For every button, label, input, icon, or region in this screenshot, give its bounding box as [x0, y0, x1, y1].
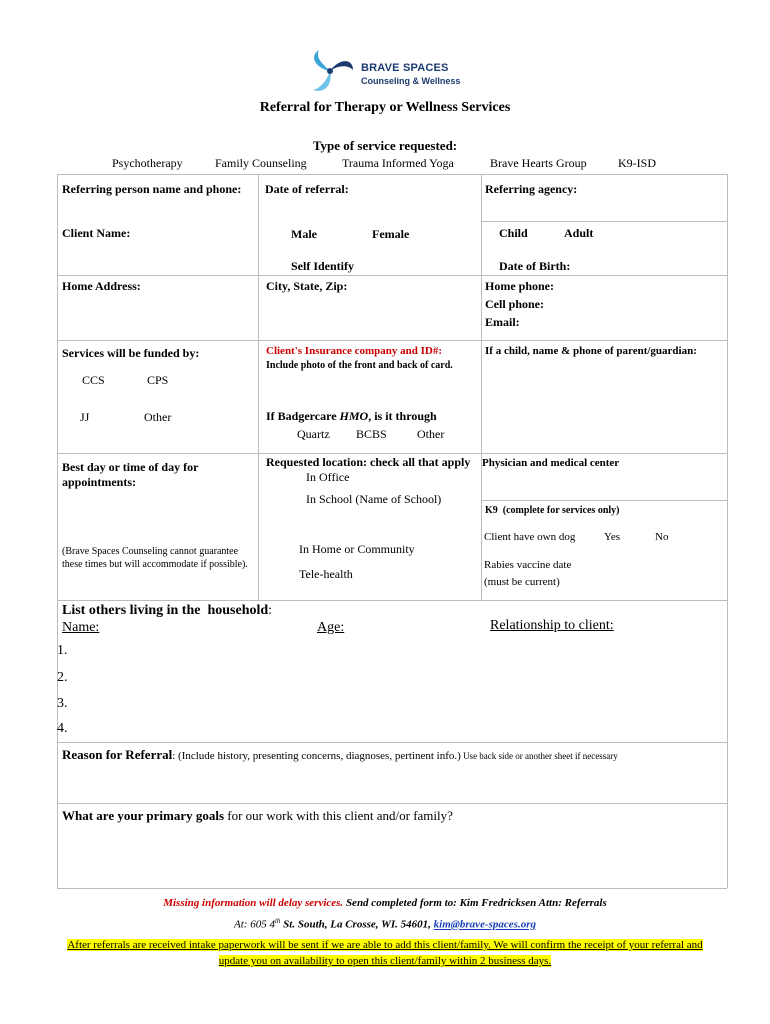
footer-at: At: 605 4	[234, 918, 275, 931]
goals-label: What are your primary goals	[62, 808, 225, 823]
funding-cps[interactable]: CPS	[147, 373, 169, 387]
appointments-note: (Brave Spaces Counseling cannot guarantee these times but will accommodate if possible).	[62, 546, 248, 570]
footer-th: th	[274, 917, 281, 925]
goals-text: for our work with this client and/or family?	[224, 808, 453, 823]
service-trauma-yoga[interactable]: Trauma Informed Yoga	[342, 156, 454, 170]
insurance-bcbs[interactable]: BCBS	[356, 427, 387, 441]
divider	[57, 888, 727, 889]
service-k9-isd[interactable]: K9-ISD	[618, 156, 656, 170]
divider	[57, 803, 727, 804]
footer-notice-line2: update you on availability to open this client/family within 2 business days.	[218, 955, 552, 967]
divider	[258, 174, 259, 600]
insurance-label: Client's Insurance company and ID#:	[266, 345, 443, 357]
footer-street: St. South, La Crosse, WI. 54601,	[280, 918, 434, 931]
home-phone-label: Home phone:	[485, 279, 554, 293]
footer-notice	[0, 937, 770, 969]
location-office[interactable]: In Office	[306, 470, 350, 484]
guardian-label: If a child, name & phone of parent/guardian:	[485, 345, 697, 357]
service-brave-hearts[interactable]: Brave Hearts Group	[490, 156, 587, 170]
referring-agency-label: Referring agency:	[485, 182, 578, 196]
reason-small: Use back side or another sheet if necessary	[460, 751, 618, 761]
location-home[interactable]: In Home or Community	[299, 542, 415, 556]
location-label: Requested location: check all that apply	[266, 455, 471, 469]
footer-send-text: Send completed form to: Kim Fredricksen Attn: Referrals	[343, 897, 607, 909]
k9-must-be-current: (must be current)	[484, 576, 560, 588]
reason-for-referral	[62, 746, 618, 764]
divider	[481, 500, 727, 501]
service-heading: Type of service requested:	[312, 138, 458, 153]
logo	[305, 48, 475, 94]
household-row-3: 3.	[57, 696, 68, 711]
gender-female[interactable]: Female	[372, 227, 410, 241]
k9-yes[interactable]: Yes	[604, 531, 621, 543]
email-label: Email:	[485, 315, 520, 329]
k9-own-dog: Client have own dog	[484, 531, 576, 543]
household-name-label: Name:	[62, 620, 100, 635]
insurance-note: Include photo of the front and back of card.	[266, 360, 453, 371]
logo-line2: Counseling & Wellness	[361, 76, 461, 86]
appointments-label: Best day or time of day for appointments:	[62, 460, 199, 489]
home-address-label: Home Address:	[62, 279, 141, 293]
badgercare-hmo: HMO	[339, 409, 369, 423]
household-heading-colon: :	[268, 603, 273, 618]
household-row-4: 4.	[57, 721, 68, 736]
physician-label: Physician and medical center	[482, 457, 620, 469]
insurance-other[interactable]: Other	[417, 427, 445, 441]
gender-male[interactable]: Male	[291, 227, 317, 241]
divider	[57, 340, 727, 341]
footer-email-link[interactable]: kim@brave-spaces.org	[433, 918, 536, 931]
logo-line1: BRAVE SPACES	[361, 62, 449, 74]
insurance-quartz[interactable]: Quartz	[297, 427, 330, 441]
divider	[481, 174, 482, 600]
divider	[57, 275, 727, 276]
divider	[57, 174, 727, 175]
badgercare-prefix: If Badgercare	[266, 409, 340, 423]
k9-rabies-date: Rabies vaccine date	[484, 559, 572, 571]
household-relationship-label: Relationship to client:	[490, 618, 614, 633]
age-adult[interactable]: Adult	[564, 226, 594, 240]
client-name-label: Client Name:	[62, 226, 131, 240]
footer-missing: Missing information will delay services.	[163, 897, 344, 909]
divider	[57, 600, 727, 601]
logo-swirl-icon	[305, 48, 355, 94]
k9-heading: K9 (complete for services only)	[485, 505, 620, 516]
household-heading	[62, 603, 272, 619]
funding-label: Services will be funded by:	[62, 346, 200, 360]
divider	[57, 742, 727, 743]
service-family-counseling[interactable]: Family Counseling	[215, 156, 307, 170]
household-heading-text: List others living in the household	[62, 603, 269, 618]
k9-no[interactable]: No	[655, 531, 669, 543]
funding-ccs[interactable]: CCS	[82, 373, 105, 387]
badgercare-question	[266, 409, 437, 424]
household-row-1: 1.	[57, 643, 68, 658]
badgercare-suffix: , is it through	[368, 409, 437, 423]
age-child[interactable]: Child	[499, 226, 528, 240]
household-row-2: 2.	[57, 670, 68, 685]
reason-text: : (Include history, presenting concerns, diagnoses, pertinent info.)	[172, 750, 461, 762]
cell-phone-label: Cell phone:	[485, 297, 545, 311]
footer-send	[0, 897, 770, 909]
city-state-zip-label: City, State, Zip:	[266, 279, 348, 293]
footer-address	[0, 917, 770, 931]
service-psychotherapy[interactable]: Psychotherapy	[112, 156, 183, 170]
primary-goals	[62, 807, 453, 825]
page-title: Referral for Therapy or Wellness Services	[259, 100, 511, 115]
divider	[727, 174, 728, 888]
reason-label: Reason for Referral	[62, 747, 173, 762]
location-school[interactable]: In School (Name of School)	[306, 492, 442, 506]
household-age-label: Age:	[317, 620, 345, 635]
dob-label: Date of Birth:	[499, 259, 571, 273]
footer-notice-line1: After referrals are received intake paperwork will be sent if we are able to add this client/family. We will confirm the receipt of your referral and	[67, 939, 703, 951]
divider	[57, 174, 58, 888]
referrer-label: Referring person name and phone:	[62, 182, 242, 196]
divider	[57, 453, 727, 454]
funding-other[interactable]: Other	[144, 410, 172, 424]
gender-self-identify[interactable]: Self Identify	[291, 259, 354, 273]
location-telehealth[interactable]: Tele-health	[299, 567, 353, 581]
funding-jj[interactable]: JJ	[80, 410, 90, 424]
date-of-referral-label: Date of referral:	[265, 182, 349, 196]
divider	[481, 221, 727, 222]
